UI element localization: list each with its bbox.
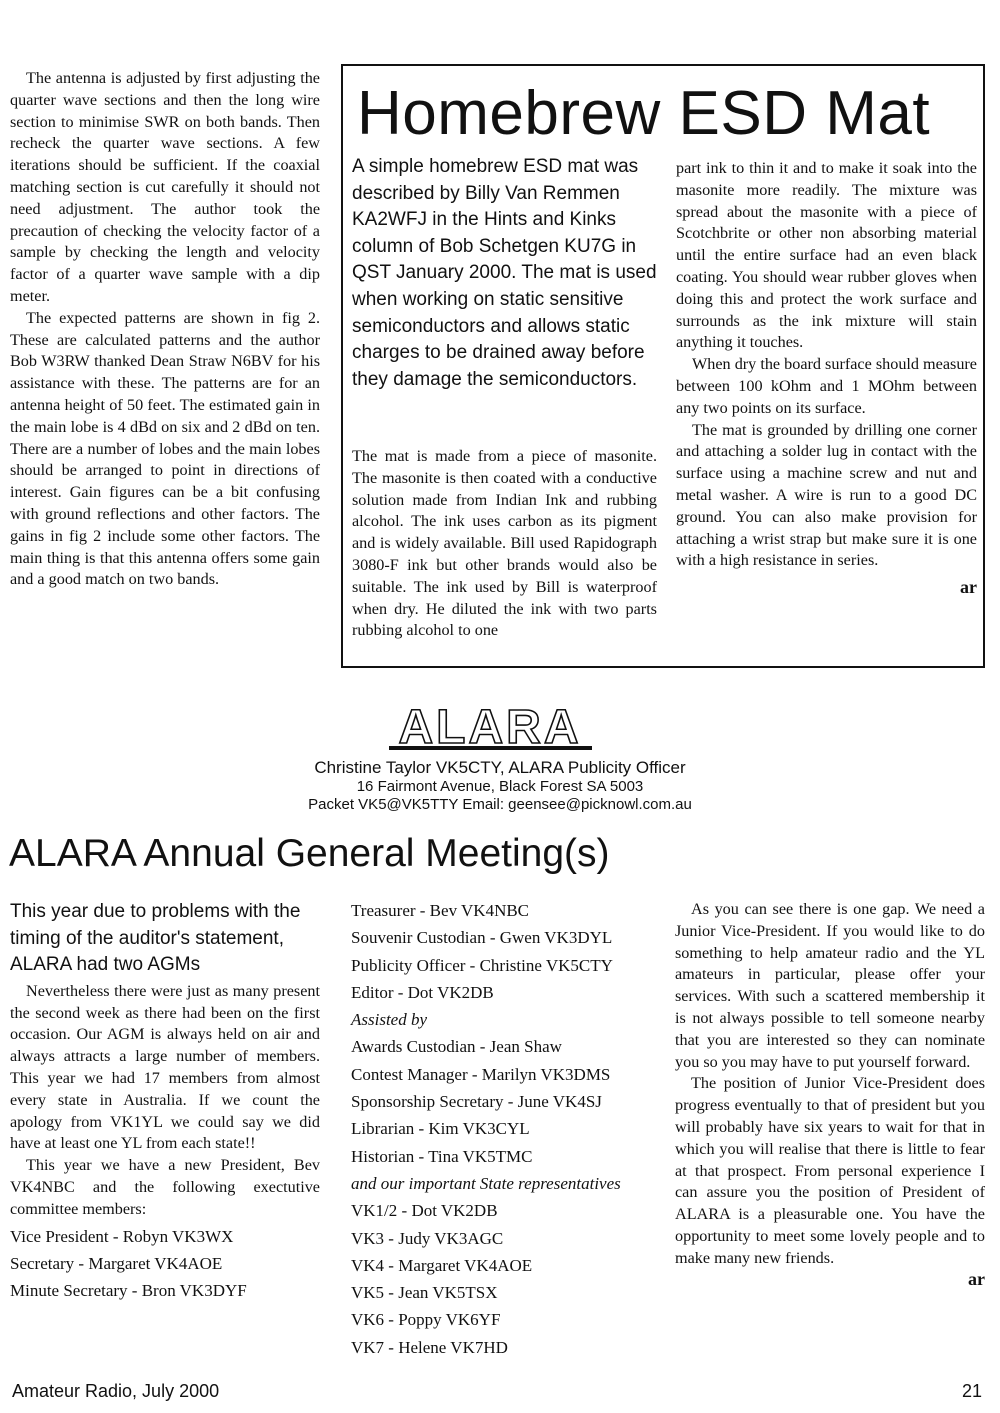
article-end-mark: ar	[968, 1268, 985, 1289]
esd-article-title: Homebrew ESD Mat	[357, 79, 931, 148]
esd-article-column-2	[676, 158, 977, 598]
committee-member: Souvenir Custodian - Gwen VK3DYL	[351, 928, 613, 948]
agm-article-lead: This year due to problems with the timing of the auditor's statement, ALARA had two AGMs	[10, 901, 301, 976]
subheading-state-representatives: and our important State representatives	[351, 1173, 621, 1193]
alara-officer-line: Christine Taylor VK5CTY, ALARA Publicity Officer	[314, 758, 686, 777]
state-representative: VK5 - Jean VK5TSX	[351, 1283, 498, 1303]
alara-address-line: 16 Fairmont Avenue, Black Forest SA 5003	[356, 778, 644, 795]
esd-paragraph: When dry the board surface should measure between 100 kOhm and 1 MOhm between any two points on its surface.	[676, 355, 977, 417]
state-representative: VK6 - Poppy VK6YF	[351, 1310, 501, 1330]
committee-member: Librarian - Kim VK3CYL	[351, 1119, 530, 1139]
state-representative: VK3 - Judy VK3AGC	[351, 1228, 504, 1248]
committee-member: Secretary - Margaret VK4AOE	[10, 1253, 223, 1273]
committee-member: Publicity Officer - Christine VK5CTY	[351, 955, 613, 975]
agm-paragraph: The position of Junior Vice-President does progress eventually to that of president but you will probably have six years to wait for that in which you will realise that there is little to fear at that prospect. From personal experience I can assure you the position of President of ALARA is a pleasurable one. You have the opportunity to meet some lovely people and to make many new friends.	[675, 1074, 985, 1267]
article-end-mark: ar	[960, 577, 977, 598]
committee-member: Sponsorship Secretary - June VK4SJ	[351, 1092, 602, 1112]
committee-member: Vice President - Robyn VK3WX	[10, 1226, 234, 1246]
state-representative: VK7 - Helene VK7HD	[351, 1337, 508, 1357]
footer-page-number: 21	[961, 1381, 982, 1401]
committee-member: Contest Manager - Marilyn VK3DMS	[351, 1064, 611, 1084]
agm-article-title: ALARA Annual General Meeting(s)	[9, 832, 610, 875]
footer-publication: Amateur Radio, July 2000	[12, 1381, 220, 1401]
state-representative: VK4 - Margaret VK4AOE	[351, 1255, 533, 1275]
committee-member: Treasurer - Bev VK4NBC	[351, 901, 530, 920]
agm-column-3	[675, 899, 985, 1290]
committee-list	[10, 1223, 320, 1305]
esd-paragraph: part ink to thin it and to make it soak into the masonite more readily. The mixture was spread about the masonite with a piece of Scotchbrite or other non absorbing material until the entire surface had an even black coating. You should wear rubber gloves when doing this and protect the work surface and surrounds as the ink mixture will stain anything it touches.	[676, 159, 977, 352]
committee-member: Editor - Dot VK2DB	[351, 982, 494, 1002]
committee-member: Awards Custodian - Jean Shaw	[351, 1037, 562, 1057]
alara-logo	[388, 702, 593, 752]
esd-mat-article-box	[341, 64, 985, 668]
committee-member: Minute Secretary - Bron VK3DYF	[10, 1281, 247, 1301]
esd-article-lead: A simple homebrew ESD mat was described by Billy Van Remmen KA2WFJ in the Hints and Kinks column of Bob Schetgen KU7G in QST January 2000. The mat is used when working on static sensitive semiconductors and allows static charges to be drained away before they damage the semiconductors.	[352, 156, 657, 390]
agm-paragraph: This year we have a new President, Bev VK4NBC and the following exectutive committee members:	[10, 1156, 320, 1218]
alara-contact-block	[200, 757, 800, 814]
subheading-assisted-by: Assisted by	[351, 1010, 428, 1030]
esd-article-column-1	[352, 446, 657, 642]
alara-logo-graphic	[388, 702, 593, 752]
esd-paragraph: The mat is grounded by drilling one corner and attaching a solder lug in contact with the surface using a machine screw and nut and metal washer. A wire is run to a good DC ground. You can also make provision for attaching a wrist strap but make sure it is one with a high resistance in series.	[676, 420, 977, 570]
antenna-article-continuation	[10, 68, 320, 591]
state-representative: VK1/2 - Dot VK2DB	[351, 1201, 498, 1221]
esd-paragraph: The mat is made from a piece of masonite. The masonite is then coated with a conductive solution made from Indian Ink and rubbing alcohol. The ink uses carbon as its pigment and is widely available. Bill used Rapidograph 3080-F ink but other brands would also be suitable. The ink used by Bill is waterproof when dry. He diluted the ink with two parts rubbing alcohol to one	[352, 447, 657, 640]
agm-column-2	[351, 897, 671, 1361]
agm-column-1	[10, 899, 320, 1304]
committee-member: Historian - Tina VK5TMC	[351, 1146, 533, 1166]
agm-paragraph: As you can see there is one gap. We need a Junior Vice-President. If you would like to do something to help amateur radio and the YL amateurs in particular, please offer your services. With such a scattered membership it is not always possible to tell someone nearby that you are interested so they can nominate you so you may have to put yourself forward.	[675, 900, 985, 1071]
antenna-paragraph: The antenna is adjusted by first adjusting the quarter wave sections and then the long wire section to minimise SWR on both bands. Then recheck the quarter wave sections. A few iterations should be sufficient. If the coaxial matching section is cut carefully it should not need adjustment. The author took the precaution of checking the velocity factor of a sample by checking the length and velocity factor of a quarter wave sample with a dip meter.	[10, 69, 320, 305]
svg-text:ALARA: ALARA	[398, 702, 582, 752]
agm-paragraph: Nevertheless there were just as many present the second week as there had been on the first occasion. Our AGM is always held on air and always attracts a large number of members. This year we had 17 members from almost every state in Australia. If we count the apology from VK1YL we could say we did have at least one YL from each state!!	[10, 981, 320, 1153]
antenna-paragraph: The expected patterns are shown in fig 2. These are calculated patterns and the author Bob W3RW thanked Dean Straw N6BV for his assistance with these. The patterns are for an antenna height of 50 feet. The estimated gain in the main lobe is 4 dBd on six and 2 dBd on ten. There are a number of lobes and the main lobes should be arranged to point in directions of interest. Gain figures can be a bit confusing with ground reflections and other factors. The gains in fig 2 include some other factors. The main thing is that this antenna offers some gain and a good match on two bands.	[10, 308, 320, 589]
alara-packet-line: Packet VK5@VK5TTY Email: geensee@picknowl.com.au	[308, 796, 692, 813]
